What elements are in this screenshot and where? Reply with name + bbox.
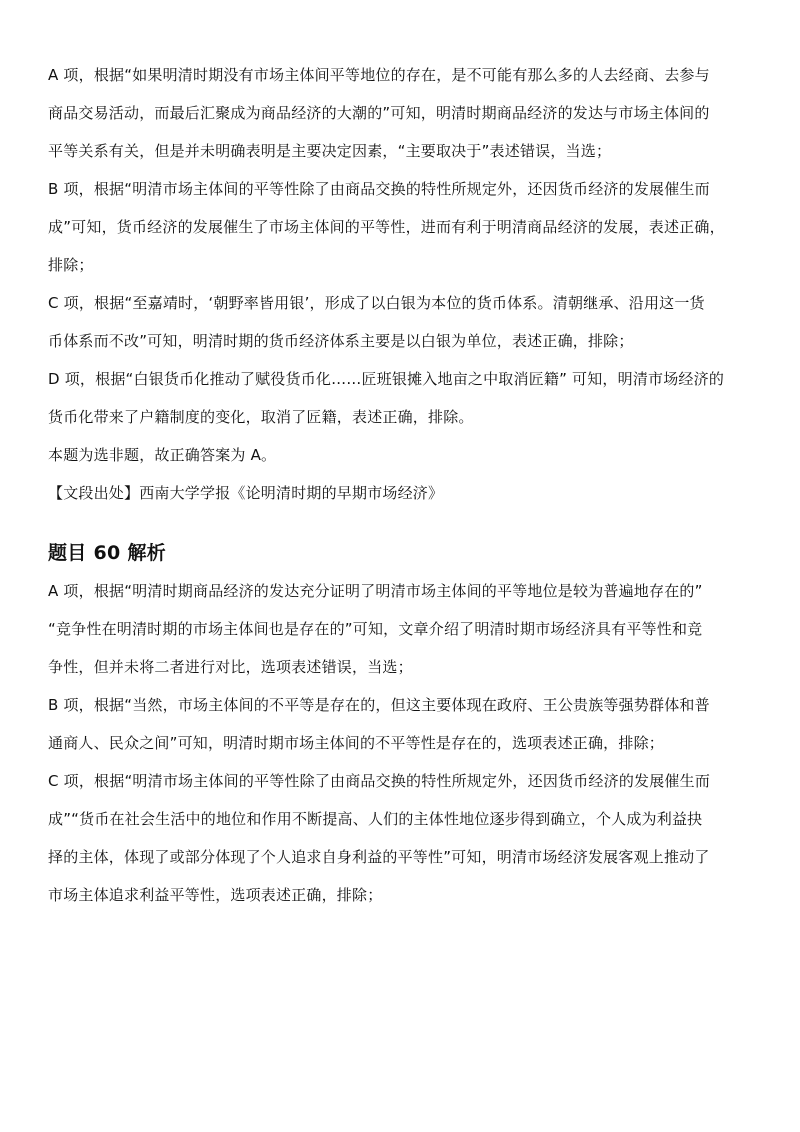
text-line: D 项，根据“白银货币化推动了赋役货币化……匠班银摊入地亩之中取消匠籍” 可知，明清市场经济的 <box>48 370 725 388</box>
text-line: C 项，根据“至嘉靖时，‘朝野率皆用银’，形成了以白银为本位的货币体系。清朝继承、沿用这一货 <box>48 294 705 312</box>
analysis-option-b <box>48 686 760 762</box>
text-line: 本题为选非题，故正确答案为 A。 <box>48 446 277 464</box>
text-line: 择的主体，体现了或部分体现了个人追求自身利益的平等性”可知，明清市场经济发展客观上推动了 <box>48 848 710 866</box>
source-citation <box>48 474 760 512</box>
text-line: 成”“货币在社会生活中的地位和作用不断提高、人们的主体性地位逐步得到确立，个人成为利益抉 <box>48 810 703 828</box>
document-page <box>48 56 760 914</box>
text-line: C 项，根据“明清市场主体间的平等性除了由商品交换的特性所规定外，还因货币经济的发展催生而 <box>48 772 711 790</box>
text-line: 币体系而不改”可知，明清时期的货币经济体系主要是以白银为单位，表述正确，排除； <box>48 332 634 350</box>
text-line: B 项，根据“当然，市场主体间的不平等是存在的，但这主要体现在政府、王公贵族等强势群体和普 <box>48 696 710 714</box>
analysis-option-a <box>48 572 760 686</box>
analysis-option-c <box>48 762 760 914</box>
analysis-option-b <box>48 170 760 284</box>
text-line: A 项，根据“如果明清时期没有市场主体间平等地位的存在，是不可能有那么多的人去经商、去参与 <box>48 66 710 84</box>
text-line: 成”可知，货币经济的发展催生了市场主体间的平等性，进而有利于明清商品经济的发展，表述正确， <box>48 218 725 236</box>
section-heading: 题目 60 解析 <box>48 542 167 564</box>
analysis-option-c <box>48 284 760 360</box>
text-line: 争性，但并未将二者进行对比，选项表述错误，当选； <box>48 658 413 676</box>
text-line: “竞争性在明清时期的市场主体间也是存在的”可知，文章介绍了明清时期市场经济具有平等性和竞 <box>48 620 703 638</box>
answer-statement <box>48 436 760 474</box>
text-line: 商品交易活动，而最后汇聚成为商品经济的大潮的”可知，明清时期商品经济的发达与市场主体间的 <box>48 104 710 122</box>
text-line: 【文段出处】西南大学学报《论明清时期的早期市场经济》 <box>48 484 444 502</box>
text-line: 平等关系有关，但是并未明确表明是主要决定因素，“主要取决于”表述错误，当选； <box>48 142 612 160</box>
text-line: 货币化带来了户籍制度的变化，取消了匠籍，表述正确，排除。 <box>48 408 474 426</box>
text-line: 市场主体追求利益平等性，选项表述正确，排除； <box>48 886 383 904</box>
analysis-option-a <box>48 56 760 170</box>
analysis-option-d <box>48 360 760 436</box>
text-line: A 项，根据“明清时期商品经济的发达充分证明了明清市场主体间的平等地位是较为普遍地存在的” <box>48 582 703 600</box>
text-line: B 项，根据“明清市场主体间的平等性除了由商品交换的特性所规定外，还因货币经济的发展催生而 <box>48 180 710 198</box>
text-line: 通商人、民众之间”可知，明清时期市场主体间的不平等性是存在的，选项表述正确，排除； <box>48 734 664 752</box>
text-line: 排除； <box>48 256 94 274</box>
